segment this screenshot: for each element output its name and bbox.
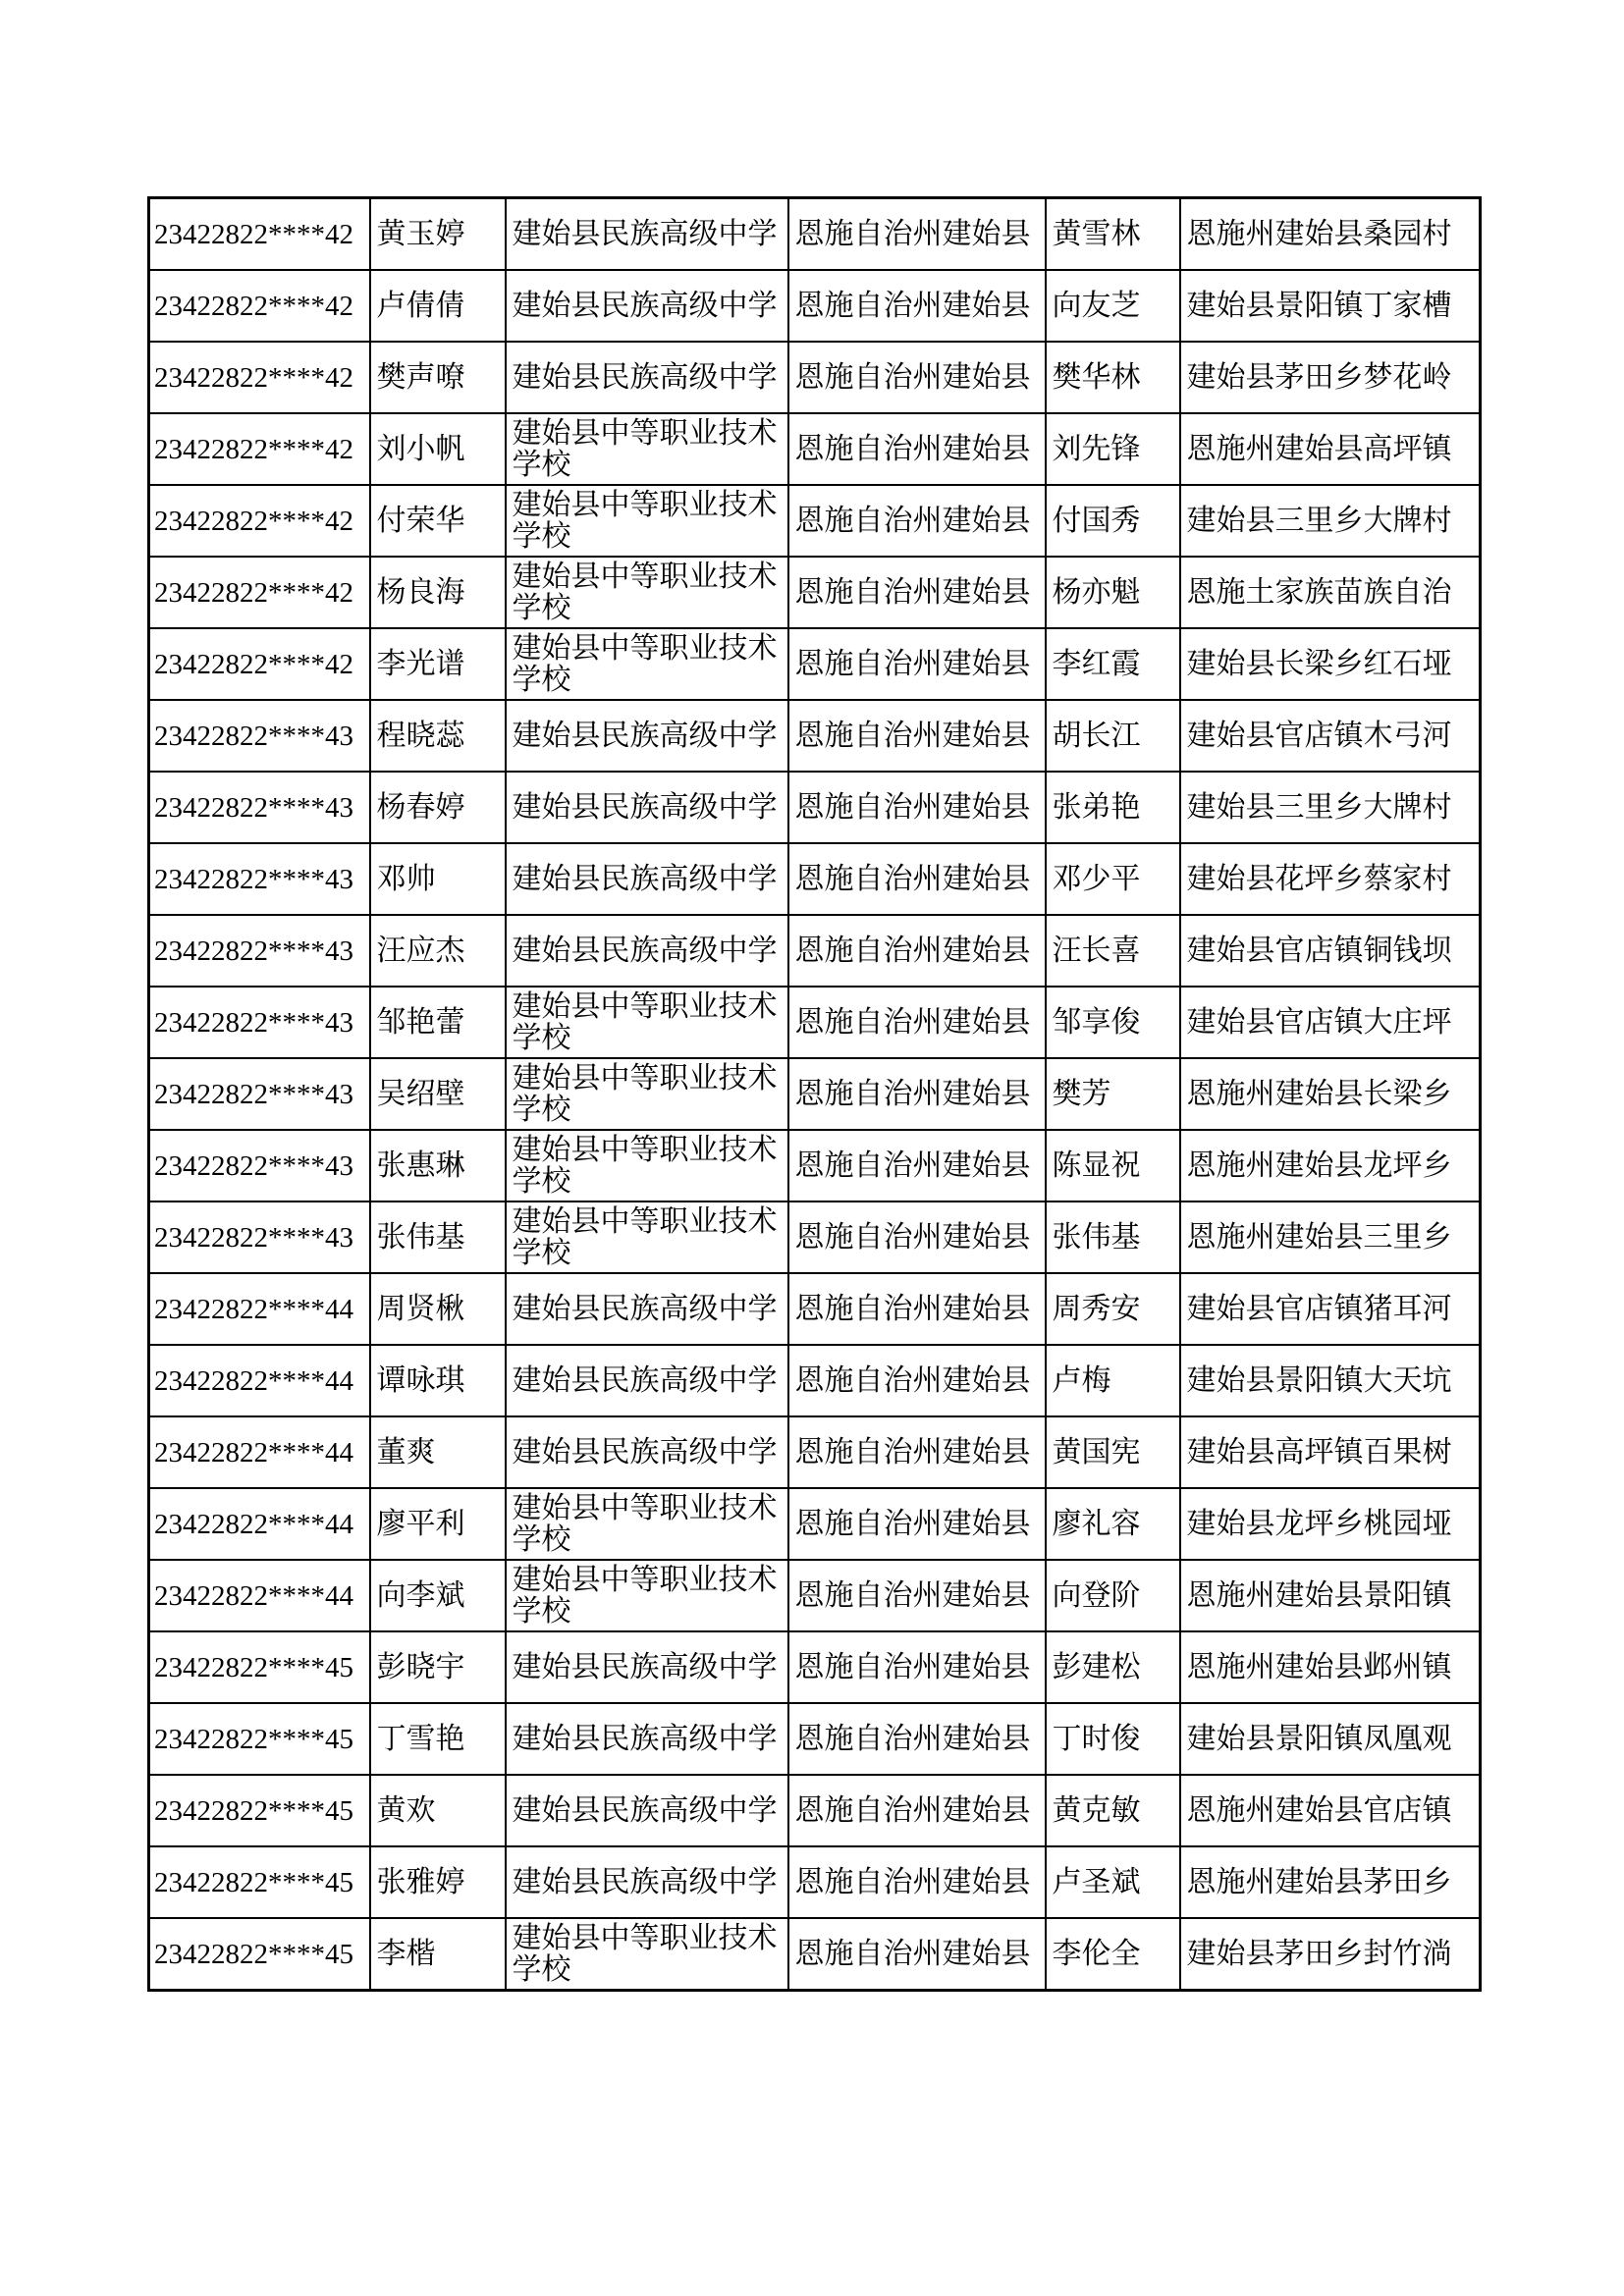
name-cell: 邹艳蕾	[370, 987, 506, 1058]
name-cell: 樊声嘹	[370, 342, 506, 413]
region-cell: 恩施自治州建始县	[788, 1201, 1046, 1273]
school-cell: 建始县中等职业技术学校	[506, 1130, 788, 1201]
school-cell: 建始县中等职业技术学校	[506, 1488, 788, 1560]
school-cell: 建始县民族高级中学	[506, 1703, 788, 1775]
address-cell: 建始县景阳镇大天坑	[1180, 1345, 1481, 1416]
table-row	[149, 485, 1481, 557]
region-cell: 恩施自治州建始县	[788, 772, 1046, 843]
name-cell: 彭晓宇	[370, 1631, 506, 1703]
id-cell: 23422822****44	[149, 1488, 370, 1560]
address-cell: 建始县官店镇铜钱坝	[1180, 915, 1481, 987]
region-cell: 恩施自治州建始县	[788, 1416, 1046, 1488]
guardian-cell: 丁时俊	[1046, 1703, 1180, 1775]
table-row	[149, 198, 1481, 271]
id-cell: 23422822****43	[149, 987, 370, 1058]
region-cell: 恩施自治州建始县	[788, 485, 1046, 557]
name-cell: 汪应杰	[370, 915, 506, 987]
id-cell: 23422822****43	[149, 843, 370, 915]
school-cell: 建始县民族高级中学	[506, 1631, 788, 1703]
address-cell: 恩施州建始县高坪镇	[1180, 413, 1481, 485]
name-cell: 杨春婷	[370, 772, 506, 843]
region-cell: 恩施自治州建始县	[788, 1273, 1046, 1345]
school-cell: 建始县中等职业技术学校	[506, 987, 788, 1058]
region-cell: 恩施自治州建始县	[788, 342, 1046, 413]
school-cell: 建始县民族高级中学	[506, 198, 788, 271]
address-cell: 建始县景阳镇丁家槽	[1180, 270, 1481, 342]
table-row	[149, 628, 1481, 700]
name-cell: 杨良海	[370, 557, 506, 628]
name-cell: 丁雪艳	[370, 1703, 506, 1775]
guardian-cell: 黄雪林	[1046, 198, 1180, 271]
id-cell: 23422822****43	[149, 1130, 370, 1201]
table-row	[149, 1273, 1481, 1345]
table-row	[149, 1416, 1481, 1488]
address-cell: 恩施州建始县桑园村	[1180, 198, 1481, 271]
region-cell: 恩施自治州建始县	[788, 1130, 1046, 1201]
address-cell: 恩施州建始县龙坪乡	[1180, 1130, 1481, 1201]
region-cell: 恩施自治州建始县	[788, 843, 1046, 915]
table-row	[149, 1703, 1481, 1775]
table-body	[149, 198, 1481, 1991]
name-cell: 黄欢	[370, 1775, 506, 1846]
table-row	[149, 1631, 1481, 1703]
region-cell: 恩施自治州建始县	[788, 1560, 1046, 1631]
region-cell: 恩施自治州建始县	[788, 557, 1046, 628]
id-cell: 23422822****42	[149, 485, 370, 557]
guardian-cell: 周秀安	[1046, 1273, 1180, 1345]
school-cell: 建始县中等职业技术学校	[506, 557, 788, 628]
school-cell: 建始县民族高级中学	[506, 1273, 788, 1345]
name-cell: 吴绍壁	[370, 1058, 506, 1130]
school-cell: 建始县中等职业技术学校	[506, 413, 788, 485]
guardian-cell: 李红霞	[1046, 628, 1180, 700]
id-cell: 23422822****42	[149, 413, 370, 485]
name-cell: 张惠琳	[370, 1130, 506, 1201]
id-cell: 23422822****43	[149, 1201, 370, 1273]
region-cell: 恩施自治州建始县	[788, 1631, 1046, 1703]
school-cell: 建始县中等职业技术学校	[506, 1058, 788, 1130]
table-row	[149, 1775, 1481, 1846]
school-cell: 建始县中等职业技术学校	[506, 1201, 788, 1273]
id-cell: 23422822****45	[149, 1631, 370, 1703]
name-cell: 刘小帆	[370, 413, 506, 485]
table-row	[149, 1488, 1481, 1560]
guardian-cell: 廖礼容	[1046, 1488, 1180, 1560]
id-cell: 23422822****44	[149, 1345, 370, 1416]
name-cell: 周贤楸	[370, 1273, 506, 1345]
guardian-cell: 胡长江	[1046, 700, 1180, 772]
address-cell: 恩施州建始县官店镇	[1180, 1775, 1481, 1846]
address-cell: 建始县茅田乡封竹淌	[1180, 1918, 1481, 1991]
address-cell: 恩施州建始县景阳镇	[1180, 1560, 1481, 1631]
name-cell: 李光谱	[370, 628, 506, 700]
guardian-cell: 向友芝	[1046, 270, 1180, 342]
table-row	[149, 772, 1481, 843]
guardian-cell: 张弟艳	[1046, 772, 1180, 843]
school-cell: 建始县民族高级中学	[506, 1775, 788, 1846]
address-cell: 恩施土家族苗族自治	[1180, 557, 1481, 628]
table-row	[149, 1918, 1481, 1991]
school-cell: 建始县中等职业技术学校	[506, 628, 788, 700]
name-cell: 李楷	[370, 1918, 506, 1991]
table-row	[149, 1058, 1481, 1130]
guardian-cell: 黄国宪	[1046, 1416, 1180, 1488]
school-cell: 建始县民族高级中学	[506, 1416, 788, 1488]
guardian-cell: 樊芳	[1046, 1058, 1180, 1130]
address-cell: 建始县茅田乡梦花岭	[1180, 342, 1481, 413]
table-row	[149, 1130, 1481, 1201]
id-cell: 23422822****42	[149, 557, 370, 628]
id-cell: 23422822****45	[149, 1703, 370, 1775]
school-cell: 建始县中等职业技术学校	[506, 1918, 788, 1991]
guardian-cell: 付国秀	[1046, 485, 1180, 557]
id-cell: 23422822****42	[149, 198, 370, 271]
region-cell: 恩施自治州建始县	[788, 270, 1046, 342]
table-row	[149, 1560, 1481, 1631]
region-cell: 恩施自治州建始县	[788, 1703, 1046, 1775]
school-cell: 建始县民族高级中学	[506, 772, 788, 843]
region-cell: 恩施自治州建始县	[788, 987, 1046, 1058]
guardian-cell: 彭建松	[1046, 1631, 1180, 1703]
guardian-cell: 陈显祝	[1046, 1130, 1180, 1201]
address-cell: 建始县三里乡大牌村	[1180, 485, 1481, 557]
address-cell: 恩施州建始县长梁乡	[1180, 1058, 1481, 1130]
name-cell: 张雅婷	[370, 1846, 506, 1918]
address-cell: 恩施州建始县茅田乡	[1180, 1846, 1481, 1918]
guardian-cell: 刘先锋	[1046, 413, 1180, 485]
address-cell: 建始县官店镇猪耳河	[1180, 1273, 1481, 1345]
address-cell: 建始县长梁乡红石垭	[1180, 628, 1481, 700]
name-cell: 张伟基	[370, 1201, 506, 1273]
region-cell: 恩施自治州建始县	[788, 915, 1046, 987]
guardian-cell: 黄克敏	[1046, 1775, 1180, 1846]
table-row	[149, 1201, 1481, 1273]
school-cell: 建始县民族高级中学	[506, 270, 788, 342]
table-row	[149, 1345, 1481, 1416]
table-row	[149, 413, 1481, 485]
name-cell: 黄玉婷	[370, 198, 506, 271]
id-cell: 23422822****43	[149, 772, 370, 843]
guardian-cell: 汪长喜	[1046, 915, 1180, 987]
region-cell: 恩施自治州建始县	[788, 413, 1046, 485]
table-row	[149, 700, 1481, 772]
address-cell: 建始县官店镇大庄坪	[1180, 987, 1481, 1058]
id-cell: 23422822****44	[149, 1560, 370, 1631]
id-cell: 23422822****42	[149, 270, 370, 342]
school-cell: 建始县中等职业技术学校	[506, 1560, 788, 1631]
id-cell: 23422822****45	[149, 1775, 370, 1846]
region-cell: 恩施自治州建始县	[788, 198, 1046, 271]
guardian-cell: 樊华林	[1046, 342, 1180, 413]
school-cell: 建始县民族高级中学	[506, 700, 788, 772]
school-cell: 建始县民族高级中学	[506, 1345, 788, 1416]
address-cell: 恩施州建始县邺州镇	[1180, 1631, 1481, 1703]
table-row	[149, 557, 1481, 628]
table-row	[149, 270, 1481, 342]
region-cell: 恩施自治州建始县	[788, 1918, 1046, 1991]
name-cell: 谭咏琪	[370, 1345, 506, 1416]
guardian-cell: 卢梅	[1046, 1345, 1180, 1416]
table-row	[149, 1846, 1481, 1918]
id-cell: 23422822****43	[149, 1058, 370, 1130]
name-cell: 向李斌	[370, 1560, 506, 1631]
name-cell: 程晓蕊	[370, 700, 506, 772]
guardian-cell: 李伦全	[1046, 1918, 1180, 1991]
id-cell: 23422822****44	[149, 1416, 370, 1488]
region-cell: 恩施自治州建始县	[788, 628, 1046, 700]
table-row	[149, 843, 1481, 915]
address-cell: 建始县花坪乡蔡家村	[1180, 843, 1481, 915]
region-cell: 恩施自治州建始县	[788, 700, 1046, 772]
id-cell: 23422822****45	[149, 1918, 370, 1991]
table-row	[149, 987, 1481, 1058]
table-row	[149, 915, 1481, 987]
id-cell: 23422822****43	[149, 915, 370, 987]
name-cell: 邓帅	[370, 843, 506, 915]
guardian-cell: 邓少平	[1046, 843, 1180, 915]
guardian-cell: 杨亦魁	[1046, 557, 1180, 628]
name-cell: 卢倩倩	[370, 270, 506, 342]
region-cell: 恩施自治州建始县	[788, 1775, 1046, 1846]
address-cell: 建始县景阳镇凤凰观	[1180, 1703, 1481, 1775]
school-cell: 建始县民族高级中学	[506, 342, 788, 413]
id-cell: 23422822****42	[149, 342, 370, 413]
address-cell: 建始县官店镇木弓河	[1180, 700, 1481, 772]
guardian-cell: 卢圣斌	[1046, 1846, 1180, 1918]
name-cell: 付荣华	[370, 485, 506, 557]
name-cell: 董爽	[370, 1416, 506, 1488]
school-cell: 建始县民族高级中学	[506, 1846, 788, 1918]
region-cell: 恩施自治州建始县	[788, 1488, 1046, 1560]
address-cell: 建始县龙坪乡桃园垭	[1180, 1488, 1481, 1560]
address-cell: 恩施州建始县三里乡	[1180, 1201, 1481, 1273]
school-cell: 建始县民族高级中学	[506, 915, 788, 987]
address-cell: 建始县三里乡大牌村	[1180, 772, 1481, 843]
name-cell: 廖平利	[370, 1488, 506, 1560]
region-cell: 恩施自治州建始县	[788, 1846, 1046, 1918]
guardian-cell: 张伟基	[1046, 1201, 1180, 1273]
guardian-cell: 邹享俊	[1046, 987, 1180, 1058]
region-cell: 恩施自治州建始县	[788, 1345, 1046, 1416]
region-cell: 恩施自治州建始县	[788, 1058, 1046, 1130]
id-cell: 23422822****45	[149, 1846, 370, 1918]
table-row	[149, 342, 1481, 413]
guardian-cell: 向登阶	[1046, 1560, 1180, 1631]
address-cell: 建始县高坪镇百果树	[1180, 1416, 1481, 1488]
id-cell: 23422822****42	[149, 628, 370, 700]
id-cell: 23422822****43	[149, 700, 370, 772]
school-cell: 建始县中等职业技术学校	[506, 485, 788, 557]
student-table	[147, 196, 1482, 1992]
id-cell: 23422822****44	[149, 1273, 370, 1345]
school-cell: 建始县民族高级中学	[506, 843, 788, 915]
